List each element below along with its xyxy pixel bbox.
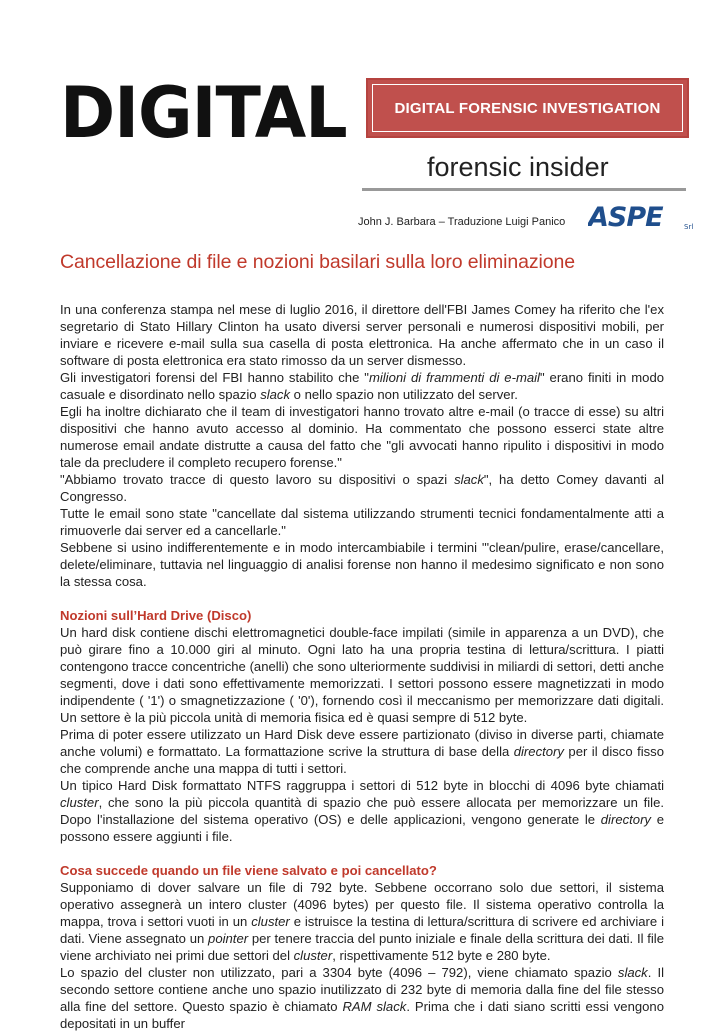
- text-run: Un tipico Hard Disk formattato NTFS raggruppa i settori di 512 byte in blocchi di 4096 byte chiamati: [60, 778, 664, 793]
- section-heading: Cosa succede quando un file viene salvato e poi cancellato?: [60, 863, 437, 878]
- publication-subtitle: forensic insider: [427, 152, 609, 182]
- banner-text: DIGITAL FORENSIC INVESTIGATION: [394, 99, 661, 117]
- emphasis: milioni di frammenti di e-mail: [368, 370, 540, 385]
- text-run: . Il secondo settore contiene anche uno spazio inutilizzato di 232 byte di memoria dalla fine del file stesso alla fine del settore. Questo spazio è chiamato: [60, 965, 664, 1014]
- paragraph: In una conferenza stampa nel mese di luglio 2016, il direttore dell'FBI James Comey ha riferito che l'ex segretario di Stato Hillary Clinton ha usato diversi server personali e numerosi dispositivi mobili, per inviare e ricevere e-mail sulla sua casella di posta elettronica. Ha anche affermato che in un caso il software di posta elettronica era stato rimosso da un server dismesso.: [60, 302, 664, 368]
- byline: John J. Barbara – Traduzione Luigi Panico: [358, 216, 566, 228]
- text-run: o nello spazio non utilizzato del server.: [290, 387, 518, 402]
- logo-text: ASPE: [588, 202, 663, 232]
- emphasis: slack: [454, 472, 484, 487]
- emphasis: slack: [617, 965, 648, 980]
- text-run: Prima di poter essere utilizzato un Hard Disk deve essere partizionato (diviso in diverse parti, chiamate anche volumi) e formattato. La formattazione scrive la struttura di base della: [60, 727, 664, 759]
- paragraph: [60, 964, 664, 1032]
- emphasis: cluster: [251, 914, 290, 929]
- publication-title: DIGITAL: [60, 72, 347, 154]
- paragraph: [60, 726, 664, 777]
- paragraph: [60, 777, 664, 845]
- paragraph: Sebbene si usino indifferentemente e in modo intercambiabile i termini '"clean/pulire, erase/cancellare, delete/eliminare, tuttavia nel linguaggio di analisi forense non hanno il medesimo significato e non sono la stessa cosa.: [60, 540, 664, 589]
- paragraph: [60, 879, 664, 964]
- paragraph: Un hard disk contiene dischi elettromagnetici double-face impilati (simile in apparenza a un DVD), che può girare fino a 10.000 giri al minuto. Ogni lato ha una propria testina di lettura/scrittura. I piatti contengono tracce concentriche (anelli) che sono ulteriormente suddivisi in miliardi di settori, detti anche segmenti, dove i dati sono effettivamente memorizzati. I settori possono essere magnetizzati in modo indipendente ( '1') o smagnetizzazione ( '0'), fornendo così il meccanismo per memorizzare dati digitali. Un settore è la più piccola unità di memoria fisica ed è quasi sempre di 512 byte.: [60, 625, 664, 725]
- section-heading: Nozioni sull’Hard Drive (Disco): [60, 608, 252, 623]
- paragraph: [60, 369, 664, 403]
- text-run: , che sono la più piccola quantità di spazio che può essere allocata per memorizzare un file. Dopo l'installazione del sistema operativo (OS) e delle applicazioni, vengono generate le: [60, 795, 664, 827]
- paragraph: Egli ha inoltre dichiarato che il team di investigatori hanno trovato altre e-mail (o tracce di esse) su altri dispositivi che hanno avuto accesso al dominio. Ha commentato che possono esserci state altre numerose email andate distrutte a causa del fatto che "gli avvocati hanno ripulito i dispositivi in modo tale da precludere il completo recupero forense.": [60, 404, 664, 470]
- subtitle-divider: [362, 188, 686, 191]
- banner: [366, 78, 689, 138]
- text-run: . Prima che i dati siano scritti essi vengono depositati in un buffer: [60, 999, 664, 1031]
- spacer: [60, 845, 664, 862]
- emphasis: pointer: [208, 931, 249, 946]
- banner-frame: [372, 84, 683, 132]
- emphasis: cluster: [293, 948, 333, 963]
- emphasis: cluster: [60, 795, 99, 810]
- article-title: Cancellazione di file e nozioni basilari sulla loro eliminazione: [60, 251, 575, 273]
- text-run: e istruisce la testina di lettura/scrittura di scrivere ed archiviare i dati. Viene assegnato un: [60, 914, 664, 946]
- text-run: ", ha detto Comey davanti al Congresso.: [60, 472, 664, 504]
- text-run: "Abbiamo trovato tracce di questo lavoro su dispositivi o spazi: [60, 472, 455, 487]
- text-run: Lo spazio del cluster non utilizzato, pari a 3304 byte (4096 – 792), viene chiamato spazio: [60, 965, 618, 980]
- text-run: Supponiamo di dover salvare un file di 792 byte. Sebbene occorrano solo due settori, il sistema operativo assegnerà un intero cluster (4096 bytes) per questo file. Il sistema operativo controlla la mappa, trova i settori vuoti in un: [60, 880, 664, 929]
- emphasis: directory: [600, 812, 651, 827]
- paragraph: Tutte le email sono state "cancellate dal sistema utilizzando strumenti tecnici fondamentalmente atti a rimuoverle dai server ed a cancellarle.": [60, 506, 664, 538]
- text-run: " erano finiti in modo casuale e disordinato nello spazio: [60, 370, 665, 402]
- aspe-logo: [588, 202, 700, 232]
- article: [60, 251, 664, 1032]
- text-run: per tenere traccia del punto iniziale e finale della scrittura dei dati. Il file viene archiviato nei primi due settori del: [60, 931, 664, 963]
- text-run: , rispettivamente 512 byte e 280 byte.: [332, 948, 551, 963]
- paragraph: [60, 471, 664, 505]
- spacer: [60, 590, 664, 607]
- emphasis: directory: [513, 744, 564, 759]
- emphasis: RAM slack: [342, 999, 407, 1014]
- text-run: Gli investigatori forensi del FBI hanno stabilito che ": [60, 370, 369, 385]
- emphasis: slack: [260, 387, 291, 402]
- masthead: [0, 0, 724, 240]
- text-run: e possono essere aggiunti i file.: [60, 812, 664, 844]
- logo-suffix: Srl: [684, 223, 694, 231]
- text-run: per il disco fisso che comprende anche una mappa di tutti i settori.: [60, 744, 664, 776]
